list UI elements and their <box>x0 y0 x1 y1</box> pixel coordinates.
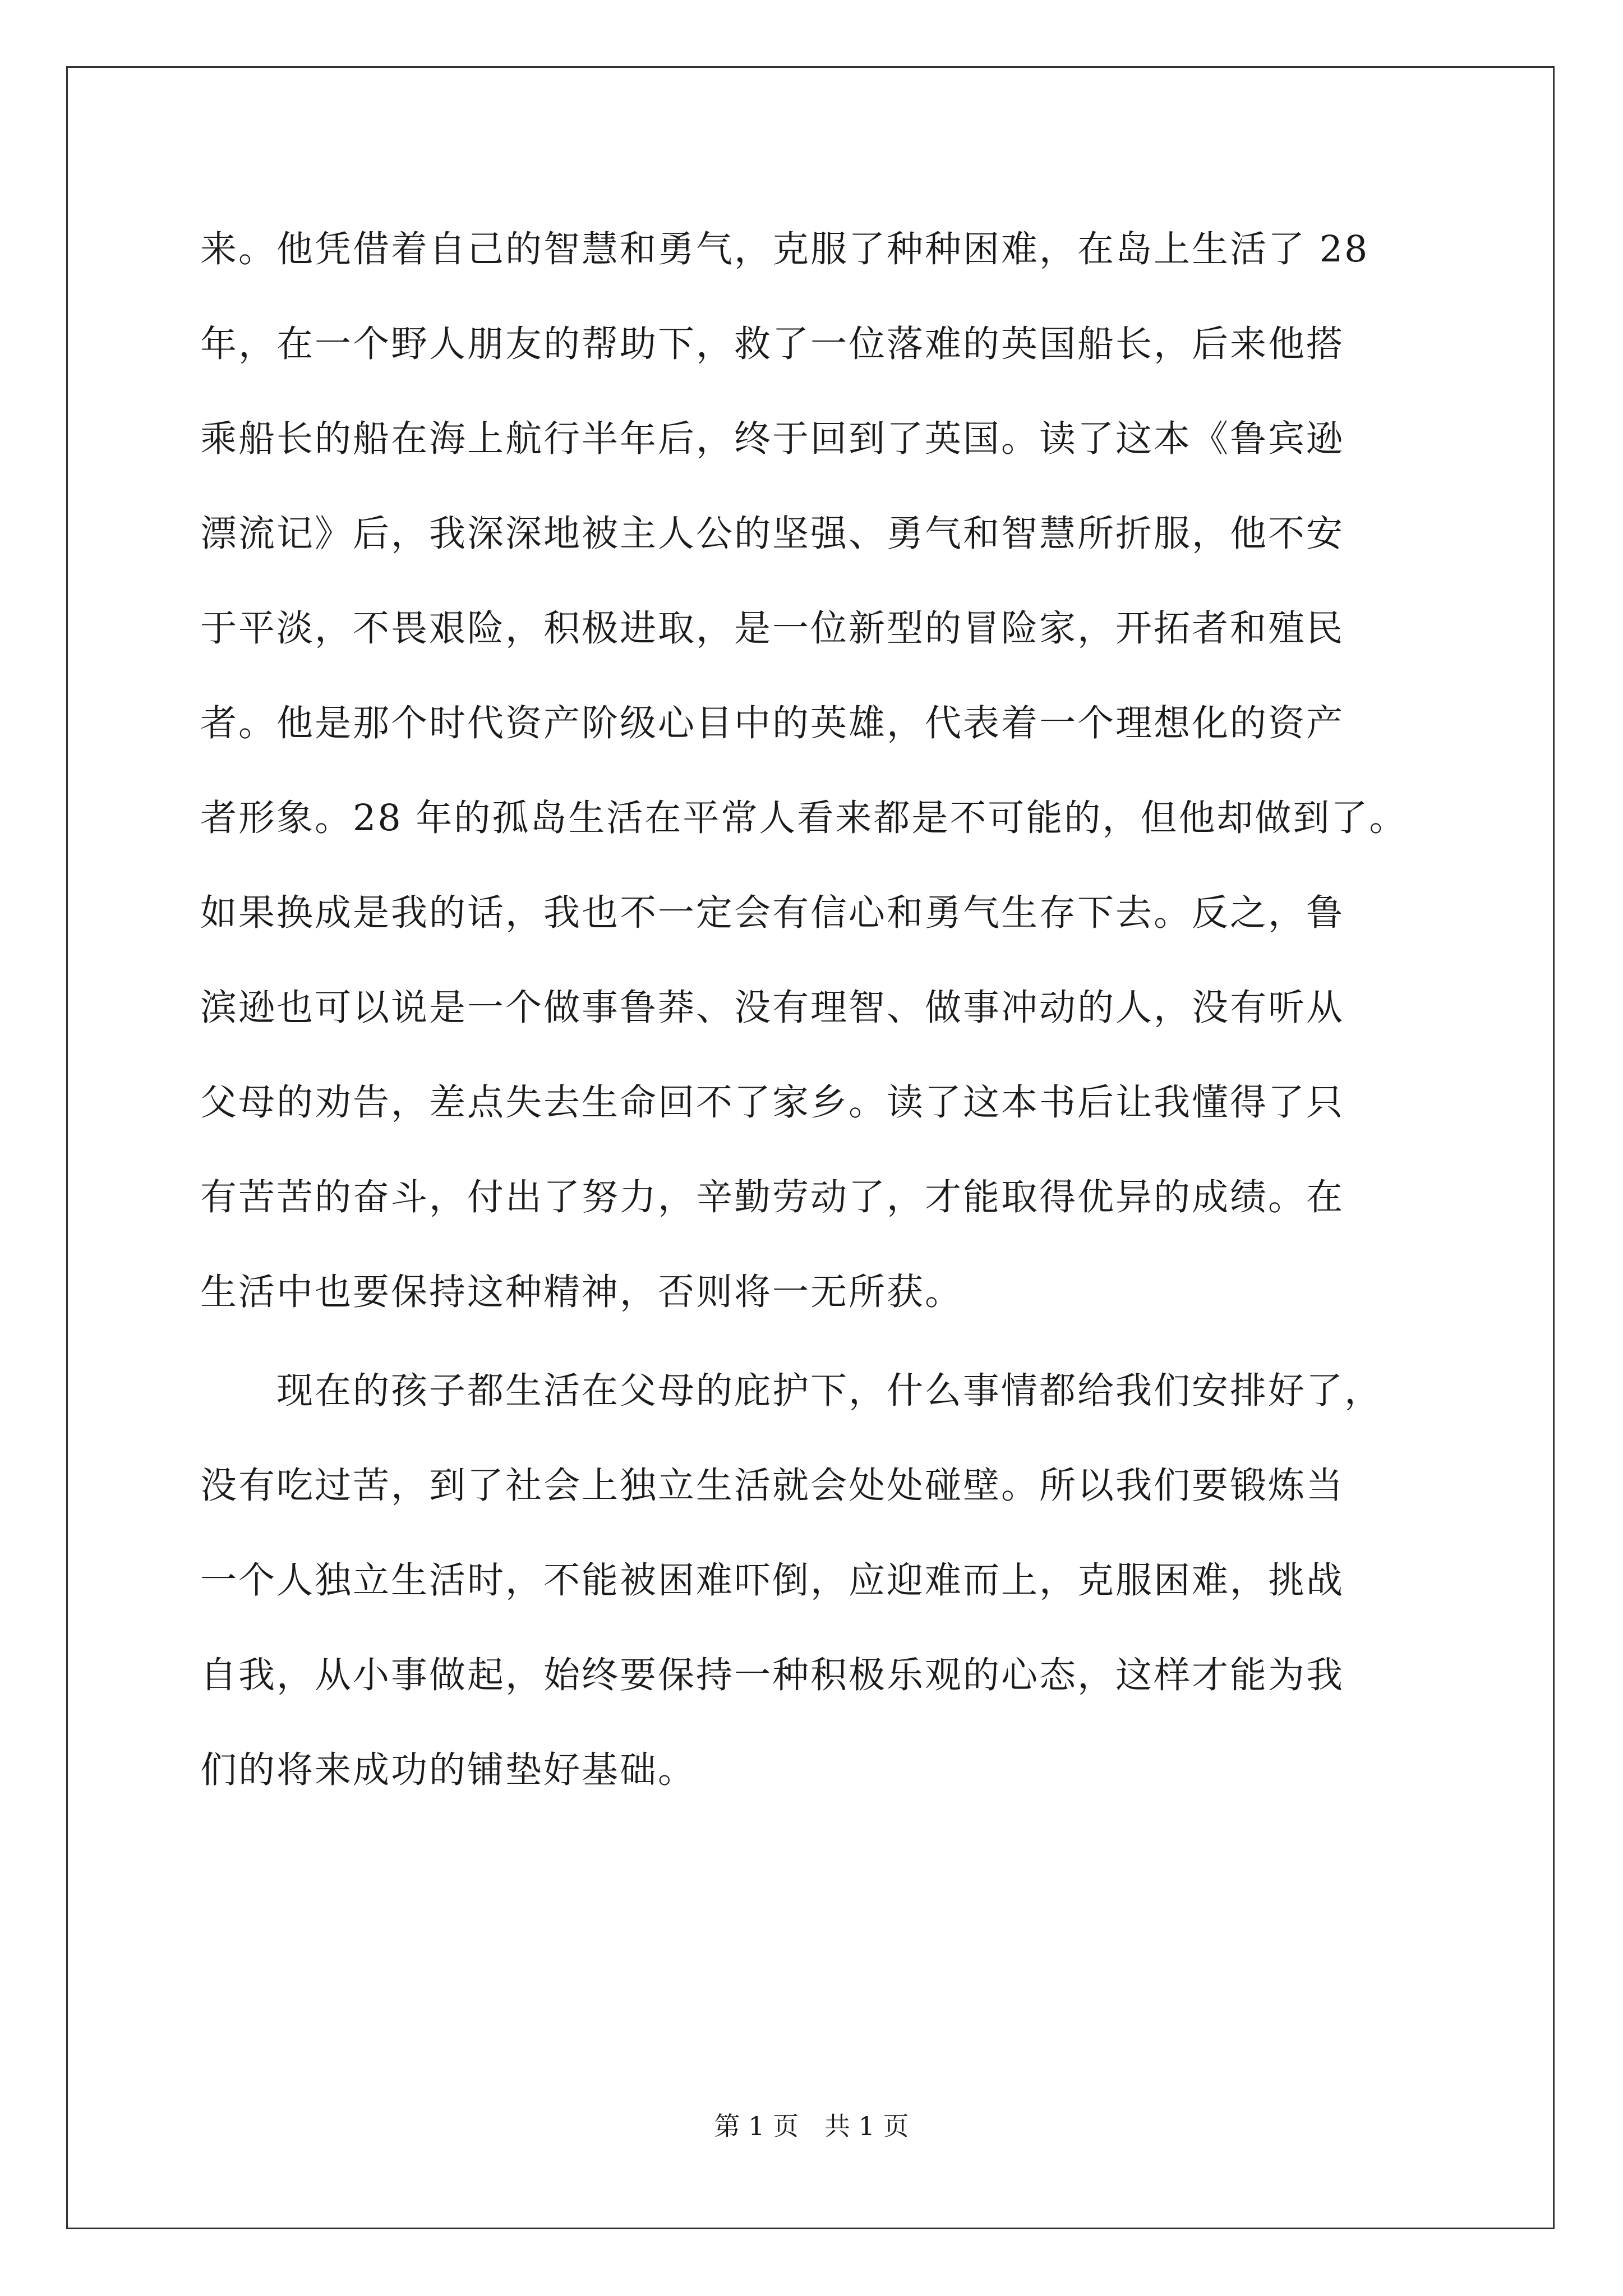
text-line: 漂流记》后，我深深地被主人公的坚强、勇气和智慧所折服，他不安 <box>200 513 1345 555</box>
text-line: 生活中也要保持这种精神，否则将一无所获。 <box>200 1271 963 1313</box>
text-line: 者。他是那个时代资产阶级心目中的英雄，代表着一个理想化的资产 <box>200 702 1345 744</box>
text-line: 没有吃过苦，到了社会上独立生活就会处处碰壁。所以我们要锻炼当 <box>200 1465 1345 1507</box>
text-line: 现在的孩子都生活在父母的庇护下，什么事情都给我们安排好了， <box>200 1370 1383 1412</box>
page-border <box>66 66 1555 2229</box>
text-line: 者形象。28 年的孤岛生活在平常人看来都是不可能的，但他却做到了。 <box>200 797 1408 839</box>
text-line: 们的将来成功的铺垫好基础。 <box>200 1749 697 1791</box>
text-line: 自我，从小事做起，始终要保持一种积极乐观的心态，这样才能为我 <box>200 1654 1345 1696</box>
page-number: 第 1 页 共 1 页 <box>714 2111 909 2141</box>
text-line: 滨逊也可以说是一个做事鲁莽、没有理智、做事冲动的人，没有听从 <box>200 987 1345 1029</box>
text-line: 来。他凭借着自己的智慧和勇气，克服了种种困难，在岛上生活了 28 <box>200 228 1370 270</box>
text-line: 父母的劝告，差点失去生命回不了家乡。读了这本书后让我懂得了只 <box>200 1082 1345 1124</box>
text-line: 有苦苦的奋斗，付出了努力，辛勤劳动了，才能取得优异的成绩。在 <box>200 1176 1345 1218</box>
text-line: 于平淡，不畏艰险，积极进取，是一位新型的冒险家，开拓者和殖民 <box>200 608 1345 650</box>
text-line: 如果换成是我的话，我也不一定会有信心和勇气生存下去。反之，鲁 <box>200 892 1345 934</box>
text-line: 一个人独立生活时，不能被困难吓倒，应迎难而上，克服困难，挑战 <box>200 1559 1345 1602</box>
text-line: 乘船长的船在海上航行半年后，终于回到了英国。读了这本《鲁宾逊 <box>200 418 1345 460</box>
text-line: 年，在一个野人朋友的帮助下，救了一位落难的英国船长，后来他搭 <box>200 323 1345 365</box>
